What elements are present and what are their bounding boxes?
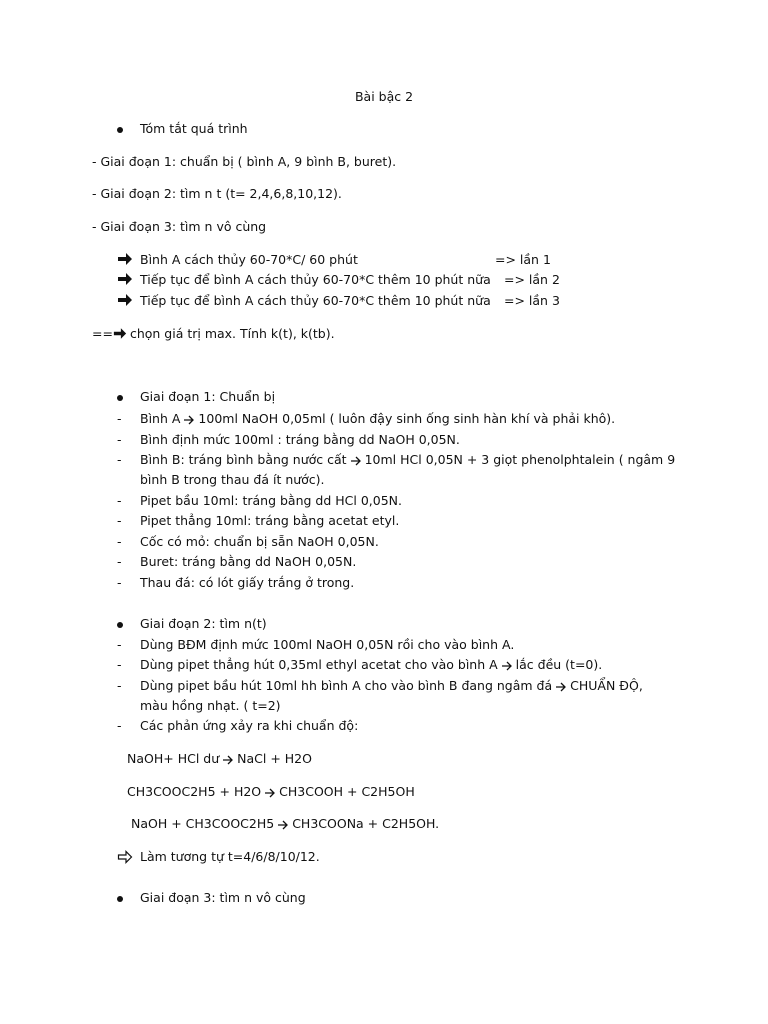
list-item — [140, 680, 643, 693]
list-item-text: Dùng pipet thẳng hút 0,35ml ethyl acetat cho vào bình A — [140, 657, 498, 672]
list-item-text: lắc đều (t=0). — [515, 657, 603, 672]
list-item: Cốc có mỏ: chuẩn bị sẵn NaOH 0,05N. — [140, 534, 379, 549]
stage2-heading: Giai đoạn 2: tìm n(t) — [140, 616, 267, 631]
list-dash: - — [117, 575, 122, 590]
list-dash: - — [117, 534, 122, 549]
arrow-right-icon — [183, 415, 195, 425]
list-item-text: 100ml NaOH 0,05ml ( luôn đậy sinh ống sinh hàn khí và phải khô). — [198, 411, 616, 426]
bullet-icon — [117, 127, 123, 133]
step-result: => lần 2 — [504, 272, 560, 287]
outline-arrow-right-icon — [117, 850, 133, 864]
reaction-products: CH3COOH + C2H5OH — [279, 784, 415, 799]
conclusion-text: chọn giá trị max. Tính k(t), k(tb). — [129, 326, 335, 341]
list-item: Buret: tráng bằng dd NaOH 0,05N. — [140, 554, 357, 569]
step-text: Tiếp tục để bình A cách thủy 60-70*C thêm 10 phút nữa — [140, 272, 491, 287]
conclusion-prefix: == — [92, 326, 113, 341]
reaction-equation — [127, 753, 312, 766]
arrow-right-icon — [501, 661, 513, 671]
list-item — [140, 659, 602, 672]
stage1-heading: Giai đoạn 1: Chuẩn bị — [140, 389, 276, 404]
list-item — [140, 413, 615, 426]
arrow-right-icon — [264, 788, 276, 798]
list-item-continuation: bình B trong thau đá ít nước). — [140, 472, 325, 487]
step-result: => lần 3 — [504, 293, 560, 308]
summary-line-stage2: - Giai đoạn 2: tìm n t (t= 2,4,6,8,10,12). — [92, 186, 342, 201]
summary-line-stage3: - Giai đoạn 3: tìm n vô cùng — [92, 219, 267, 234]
bullet-icon — [117, 395, 123, 401]
list-dash: - — [117, 493, 122, 508]
repeat-note: Làm tương tự t=4/6/8/10/12. — [140, 849, 320, 864]
step-text: Tiếp tục để bình A cách thủy 60-70*C thêm 10 phút nữa — [140, 293, 491, 308]
list-item: Thau đá: có lót giấy trắng ở trong. — [140, 575, 355, 590]
step-text: Bình A cách thủy 60-70*C/ 60 phút — [140, 252, 358, 267]
list-dash: - — [117, 411, 122, 426]
list-item: Dùng BĐM định mức 100ml NaOH 0,05N rồi cho vào bình A. — [140, 637, 515, 652]
stage3-heading: Giai đoạn 3: tìm n vô cùng — [140, 890, 306, 905]
bold-arrow-right-icon — [113, 327, 127, 340]
bold-arrow-right-icon — [117, 272, 133, 286]
list-dash: - — [117, 452, 122, 467]
bold-arrow-right-icon — [117, 252, 133, 266]
reaction-reactants: CH3COOC2H5 + H2O — [127, 784, 262, 799]
arrow-right-icon — [277, 820, 289, 830]
bullet-icon — [117, 896, 123, 902]
list-item-text: Bình B: tráng bình bằng nước cất — [140, 452, 347, 467]
reaction-equation — [127, 786, 415, 799]
list-dash: - — [117, 678, 122, 693]
arrow-right-icon — [222, 755, 234, 765]
reaction-products: NaCl + H2O — [237, 751, 312, 766]
step-result: => lần 1 — [495, 252, 551, 267]
summary-heading: Tóm tắt quá trình — [140, 121, 248, 136]
conclusion-line — [92, 327, 335, 341]
bullet-icon — [117, 622, 123, 628]
page-title: Bài bậc 2 — [354, 89, 414, 104]
bold-arrow-right-icon — [117, 293, 133, 307]
reaction-equation — [131, 818, 439, 831]
list-dash: - — [117, 432, 122, 447]
list-item-text: 10ml HCl 0,05N + 3 giọt phenolphtalein ( ngâm 9 — [364, 452, 676, 467]
list-item: Các phản ứng xảy ra khi chuẩn độ: — [140, 718, 359, 733]
list-item-continuation: màu hồng nhạt. ( t=2) — [140, 698, 281, 713]
list-item-text: CHUẨN ĐỘ, — [570, 678, 643, 693]
list-item-text: Dùng pipet bầu hút 10ml hh bình A cho vào bình B đang ngâm đá — [140, 678, 553, 693]
list-item: Pipet thẳng 10ml: tráng bằng acetat etyl. — [140, 513, 400, 528]
summary-line-stage1: - Giai đoạn 1: chuẩn bị ( bình A, 9 bình B, buret). — [92, 154, 397, 169]
list-item — [140, 454, 675, 467]
arrow-right-icon — [555, 682, 567, 692]
list-dash: - — [117, 657, 122, 672]
reaction-products: CH3COONa + C2H5OH. — [292, 816, 440, 831]
reaction-reactants: NaOH+ HCl dư — [127, 751, 220, 766]
list-dash: - — [117, 637, 122, 652]
reaction-reactants: NaOH + CH3COOC2H5 — [131, 816, 275, 831]
list-dash: - — [117, 718, 122, 733]
list-item: Pipet bầu 10ml: tráng bằng dd HCl 0,05N. — [140, 493, 402, 508]
list-item: Bình định mức 100ml : tráng bằng dd NaOH 0,05N. — [140, 432, 460, 447]
list-dash: - — [117, 554, 122, 569]
arrow-right-icon — [350, 456, 362, 466]
list-item-text: Bình A — [140, 411, 181, 426]
list-dash: - — [117, 513, 122, 528]
